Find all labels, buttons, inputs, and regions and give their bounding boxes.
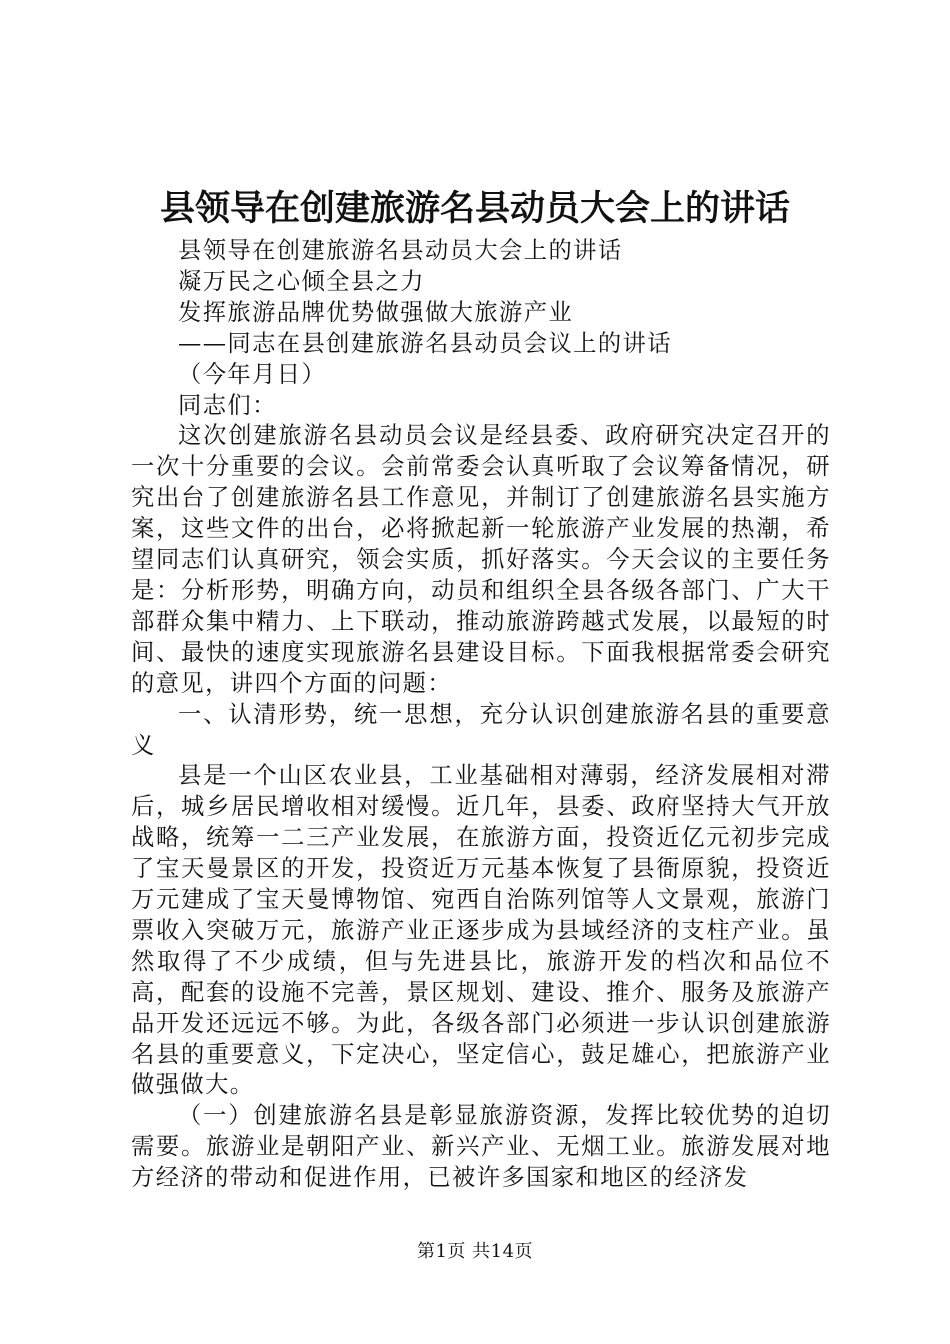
page-number-footer: 第1页 共14页 [416, 1241, 534, 1262]
paragraph-intro: 这次创建旅游名县动员会议是经县委、政府研究决定召开的一次十分重要的会议。会前常委会认真听取了会议筹备情况，研究出台了创建旅游名县工作意见，并制订了创建旅游名县实施方案，这些文件的出台，必将掀起新一轮旅游产业发展的热潮，希望同志们认真研究，领会实质，抓好落实。今天会议的主要任务是：分析形势，明确方向，动员和组织全县各级各部门、广大干部群众集中精力、上下联动，推动旅游跨越式发展，以最短的时间、最快的速度实现旅游名县建设目标。下面我根据常委会研究的意见，讲四个方面的问题： [131, 422, 831, 697]
heading-line-byline: ——同志在县创建旅游名县动员会议上的讲话 [178, 329, 672, 357]
salutation: 同志们： [178, 391, 277, 419]
paragraph-county-situation: 县是一个山区农业县，工业基础相对薄弱，经济发展相对滞后，城乡居民增收相对缓慢。近几年，县委、政府坚持大气开放战略，统筹一二三产业发展，在旅游方面，投资近亿元初步完成了宝天曼景区的开发，投资近万元基本恢复了县衙原貌，投资近万元建成了宝天曼博物馆、宛西自治陈列馆等人文景观，旅游门票收入突破万元，旅游产业正逐步成为县域经济的支柱产业。虽然取得了不少成绩，但与先进县比，旅游开发的档次和品位不高，配套的设施不完善，景区规划、建设、推介、服务及旅游产品开发还远远不够。为此，各级各部门必须进一步认识创建旅游名县的重要意义，下定决心，坚定信心，鼓足雄心，把旅游产业做强做大。 [131, 762, 831, 1099]
document-title: 县领导在创建旅游名县动员大会上的讲话 [159, 188, 790, 229]
heading-line-slogan-1: 凝万民之心倾全县之力 [178, 267, 425, 295]
heading-line-title: 县领导在创建旅游名县动员大会上的讲话 [178, 237, 623, 264]
paragraph-subpoint-1: （一）创建旅游名县是彰显旅游资源，发挥比较优势的迫切需要。旅游业是朝阳产业、新兴产业、无烟工业。旅游发展对地方经济的带动和促进作用，已被许多国家和地区的经济发 [131, 1102, 831, 1192]
heading-line-slogan-2: 发挥旅游品牌优势做强做大旅游产业 [178, 298, 574, 326]
heading-line-date: （今年月日） [178, 360, 327, 388]
section-heading-1: 一、认清形势，统一思想，充分认识创建旅游名县的重要意义 [131, 700, 831, 759]
document-body [131, 236, 831, 1194]
